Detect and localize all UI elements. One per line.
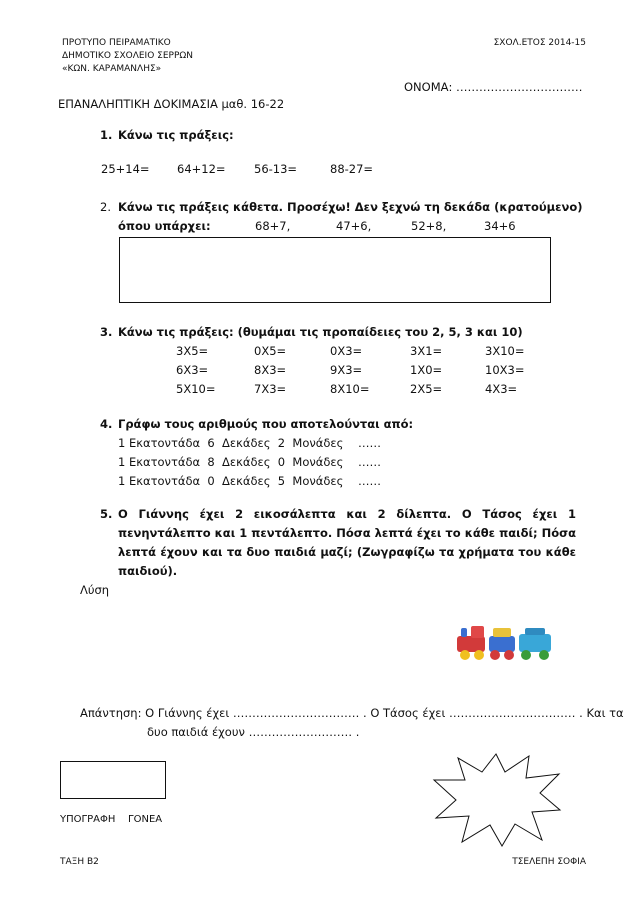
q3-r2-c2: 8X3= [254, 363, 287, 377]
teacher-name: ΤΣΕΛΕΠΗ ΣΟΦΙΑ [512, 857, 586, 867]
q2-instruction-line2: όπου υπάρχει: [118, 219, 211, 233]
q3-r1-c1: 3X5= [176, 344, 209, 358]
school-name-line1: ΠΡΟΤΥΠΟ ΠΕΙΡΑΜΑΤΙΚΟ [62, 38, 171, 48]
q2-instruction-line1: Κάνω τις πράξεις κάθετα. Προσέχω! Δεν ξεχνώ τη δεκάδα (κρατούμενο) [118, 200, 583, 214]
q3-r1-c4: 3X1= [410, 344, 443, 358]
answer-line1: Απάντηση: Ο Γιάννης έχει …………………………… . Ο Τάσος έχει …………………………… . Και τα [80, 706, 624, 720]
grade-starburst-shape [432, 752, 562, 848]
q1-op-2: 64+12= [177, 162, 226, 176]
q2-op-3: 52+8, [411, 219, 447, 233]
q5-text-line1: Ο Γιάννης έχει 2 εικοσάλεπτα και 2 δίλεπτα. Ο Τάσος έχει 1 [118, 507, 576, 521]
q2-number: 2. [100, 200, 111, 214]
q3-instruction: Κάνω τις πράξεις: (θυμάμαι τις προπαίδειες του 2, 5, 3 και 10) [118, 325, 523, 339]
test-title: ΕΠΑΝΑΛΗΠΤΙΚΗ ΔΟΚΙΜΑΣΙΑ μαθ. 16-22 [58, 97, 285, 111]
q4-number: 4. [100, 417, 113, 431]
q3-number: 3. [100, 325, 113, 339]
q4-row-1: 1 Εκατοντάδα 6 Δεκάδες 2 Μονάδες …… [118, 436, 382, 450]
q5-number: 5. [100, 507, 113, 521]
q3-r3-c5: 4X3= [485, 382, 518, 396]
q3-r2-c3: 9X3= [330, 363, 363, 377]
q5-text-line3: λεπτά έχουν και τα δυο παιδιά μαζί; (Ζωγραφίζω τα χρήματα του κάθε [118, 545, 576, 559]
name-field-label: ΟΝΟΜΑ: …………………………… [404, 80, 583, 94]
q4-row-2: 1 Εκατοντάδα 8 Δεκάδες 0 Μονάδες …… [118, 455, 382, 469]
q1-op-4: 88-27= [330, 162, 374, 176]
q3-r3-c3: 8X10= [330, 382, 370, 396]
signature-box[interactable] [60, 761, 166, 799]
q5-text-line2: πενηντάλεπτο και 1 πεντάλεπτο. Πόσα λεπτά έχει το κάθε παιδί; Πόσα [118, 526, 576, 540]
school-name-line3: «ΚΩΝ. ΚΑΡΑΜΑΝΛΗΣ» [62, 64, 162, 74]
parent-signature-label: ΥΠΟΓΡΑΦΗ ΓΟΝΕΑ [60, 814, 163, 825]
class-label: ΤΑΞΗ Β2 [60, 857, 99, 867]
q3-r1-c3: 0X3= [330, 344, 363, 358]
q1-op-1: 25+14= [101, 162, 150, 176]
q2-op-1: 68+7, [255, 219, 291, 233]
q4-instruction: Γράφω τους αριθμούς που αποτελούνται από: [118, 417, 414, 431]
q2-op-2: 47+6, [336, 219, 372, 233]
q3-r1-c5: 3X10= [485, 344, 525, 358]
q3-r1-c2: 0X5= [254, 344, 287, 358]
q3-r2-c4: 1X0= [410, 363, 443, 377]
toy-train-image [455, 620, 555, 665]
q3-r3-c1: 5X10= [176, 382, 216, 396]
q4-row-3: 1 Εκατοντάδα 0 Δεκάδες 5 Μονάδες …… [118, 474, 382, 488]
q3-r3-c2: 7X3= [254, 382, 287, 396]
q1-op-3: 56-13= [254, 162, 298, 176]
q1-number: 1. [100, 128, 113, 142]
q2-work-box[interactable] [119, 237, 551, 303]
school-name-line2: ΔΗΜΟΤΙΚΟ ΣΧΟΛΕΙΟ ΣΕΡΡΩΝ [62, 51, 193, 61]
school-year: ΣΧΟΛ.ΕΤΟΣ 2014-15 [493, 38, 586, 48]
q1-instruction: Κάνω τις πράξεις: [118, 128, 234, 142]
q5-text-line4: παιδιού). [118, 564, 178, 578]
answer-line2: δυο παιδιά έχουν ……………………… . [147, 725, 360, 739]
q3-r2-c5: 10X3= [485, 363, 525, 377]
q3-r3-c4: 2X5= [410, 382, 443, 396]
q3-r2-c1: 6X3= [176, 363, 209, 377]
solution-label: Λύση [80, 583, 110, 597]
q2-op-4: 34+6 [484, 219, 516, 233]
